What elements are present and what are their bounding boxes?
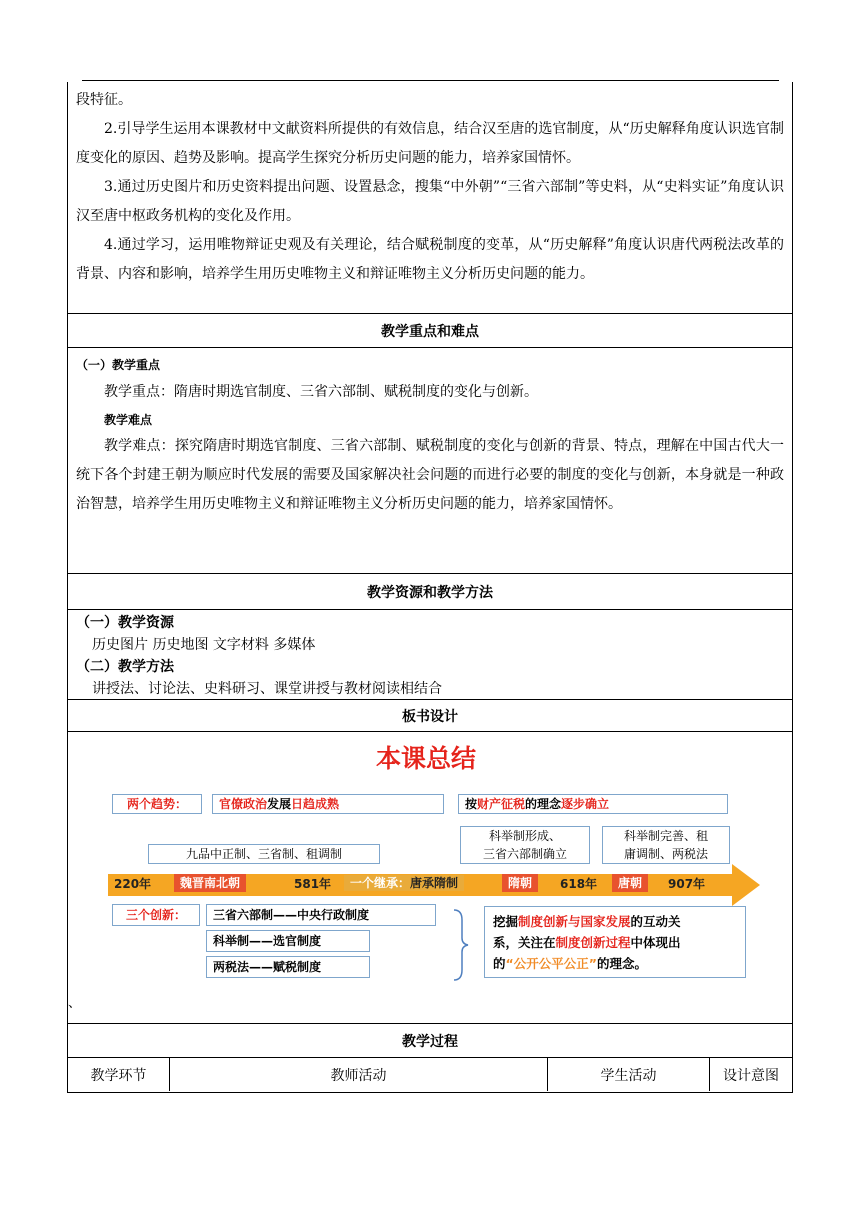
- innovation-3: 两税法——赋税制度: [206, 956, 370, 978]
- innovations-label: 三个创新：: [112, 904, 200, 926]
- resources-subtitle: （一）教学资源: [76, 615, 174, 631]
- col-stage: 教学环节: [68, 1058, 170, 1091]
- timeline-inherit: 一个继承：唐承隋制: [344, 875, 464, 891]
- board-row: [68, 732, 792, 1024]
- trend-1: 官僚政治发展日趋成熟: [212, 794, 444, 814]
- box-keju-perfected: 科举制完善、租 庸调制、两税法: [602, 826, 730, 864]
- key-focus-text: 教学重点：隋唐时期选官制度、三省六部制、赋税制度的变化与创新。: [104, 384, 538, 400]
- timeline-wei: 魏晋南北朝: [174, 874, 246, 892]
- innovation-2: 科举制——选官制度: [206, 930, 370, 952]
- objectives-row: [68, 82, 792, 314]
- process-columns-row: [68, 1058, 792, 1092]
- conclusion-box: 挖掘制度创新与国家发展的互动关 系，关注在制度创新过程中体现出 的“公开公平公正”的理念。: [484, 906, 746, 978]
- diagram-title: 本课总结: [376, 744, 477, 773]
- objective-4: 4.通过学习，运用唯物辩证史观及有关理论，结合赋税制度的变革，从“历史解释”角度认识唐代两税法改革的背景、内容和影响，培养学生用历史唯物主义和辩证唯物主义分析历史问题的能力。: [76, 237, 784, 282]
- process-header-row: [68, 1024, 792, 1058]
- board-title: 板书设计: [402, 708, 458, 725]
- trends-label: 两个趋势：: [112, 794, 202, 814]
- difficulty-subtitle: 教学难点: [104, 413, 153, 427]
- timeline-907: 907年: [668, 877, 706, 891]
- methods-list: 讲授法、讨论法、史料研习、课堂讲授与教材阅读相结合: [92, 681, 442, 697]
- process-columns: [68, 1058, 792, 1091]
- timeline-581: 581年: [294, 877, 332, 891]
- box-keju-formed: 科举制形成、 三省六部制确立: [460, 826, 590, 864]
- page-header-rule: [82, 80, 779, 81]
- resources-row: [68, 610, 792, 700]
- col-teacher: 教师活动: [170, 1058, 548, 1091]
- stray-mark: 、: [68, 996, 82, 1011]
- objective-2: 2.引导学生运用本课教材中文献资料所提供的有效信息，结合汉至唐的选官制度，从“历史解释角度认识选官制度变化的原因、趋势及影响。提高学生探究分析历史问题的能力，培养家国情怀。: [76, 121, 784, 166]
- box-jiupin: 九品中正制、三省制、租调制: [148, 844, 380, 864]
- timeline-618: 618年: [560, 877, 598, 891]
- timeline-220: 220年: [114, 877, 152, 891]
- process-title: 教学过程: [402, 1033, 458, 1050]
- col-purpose: 设计意图: [723, 1067, 779, 1084]
- trend-2: 按财产征税的理念逐步确立: [458, 794, 728, 814]
- key-points-subtitle: （一）教学重点: [76, 358, 161, 372]
- key-points-title: 教学重点和难点: [381, 323, 479, 340]
- innovation-1: 三省六部制——中央行政制度: [206, 904, 436, 926]
- methods-subtitle: （二）教学方法: [76, 659, 174, 675]
- col-student: 学生活动: [548, 1058, 710, 1091]
- objective-3: 3.通过历史图片和历史资料提出问题、设置悬念，搜集“中外朝”“三省六部制”等史料，从“史料实证”角度认识汉至唐中枢政务机构的变化及作用。: [76, 179, 784, 224]
- key-points-row: [68, 348, 792, 574]
- summary-diagram: [108, 738, 760, 1000]
- key-points-header-row: [68, 314, 792, 348]
- objective-tail: 段特征。: [76, 92, 132, 108]
- timeline-sui: 隋朝: [502, 874, 538, 892]
- difficulty-text: 教学难点：探究隋唐时期选官制度、三省六部制、赋税制度的变化与创新的背景、特点，理解在中国古代大一统下各个封建王朝为顺应时代发展的需要及国家解决社会问题的而进行必要的制度的变化与创新，本身就是一种政治智慧，培养学生用历史唯物主义和辩证唯物主义分析历史问题的能力，培养家国情怀。: [76, 438, 784, 512]
- bracket-icon: [450, 908, 470, 982]
- resources-title: 教学资源和教学方法: [367, 584, 493, 601]
- lesson-plan-table: [67, 82, 793, 1093]
- timeline-tang: 唐朝: [612, 874, 648, 892]
- resources-header-row: [68, 574, 792, 610]
- resources-list: 历史图片 历史地图 文字材料 多媒体: [92, 637, 316, 653]
- board-header-row: [68, 700, 792, 732]
